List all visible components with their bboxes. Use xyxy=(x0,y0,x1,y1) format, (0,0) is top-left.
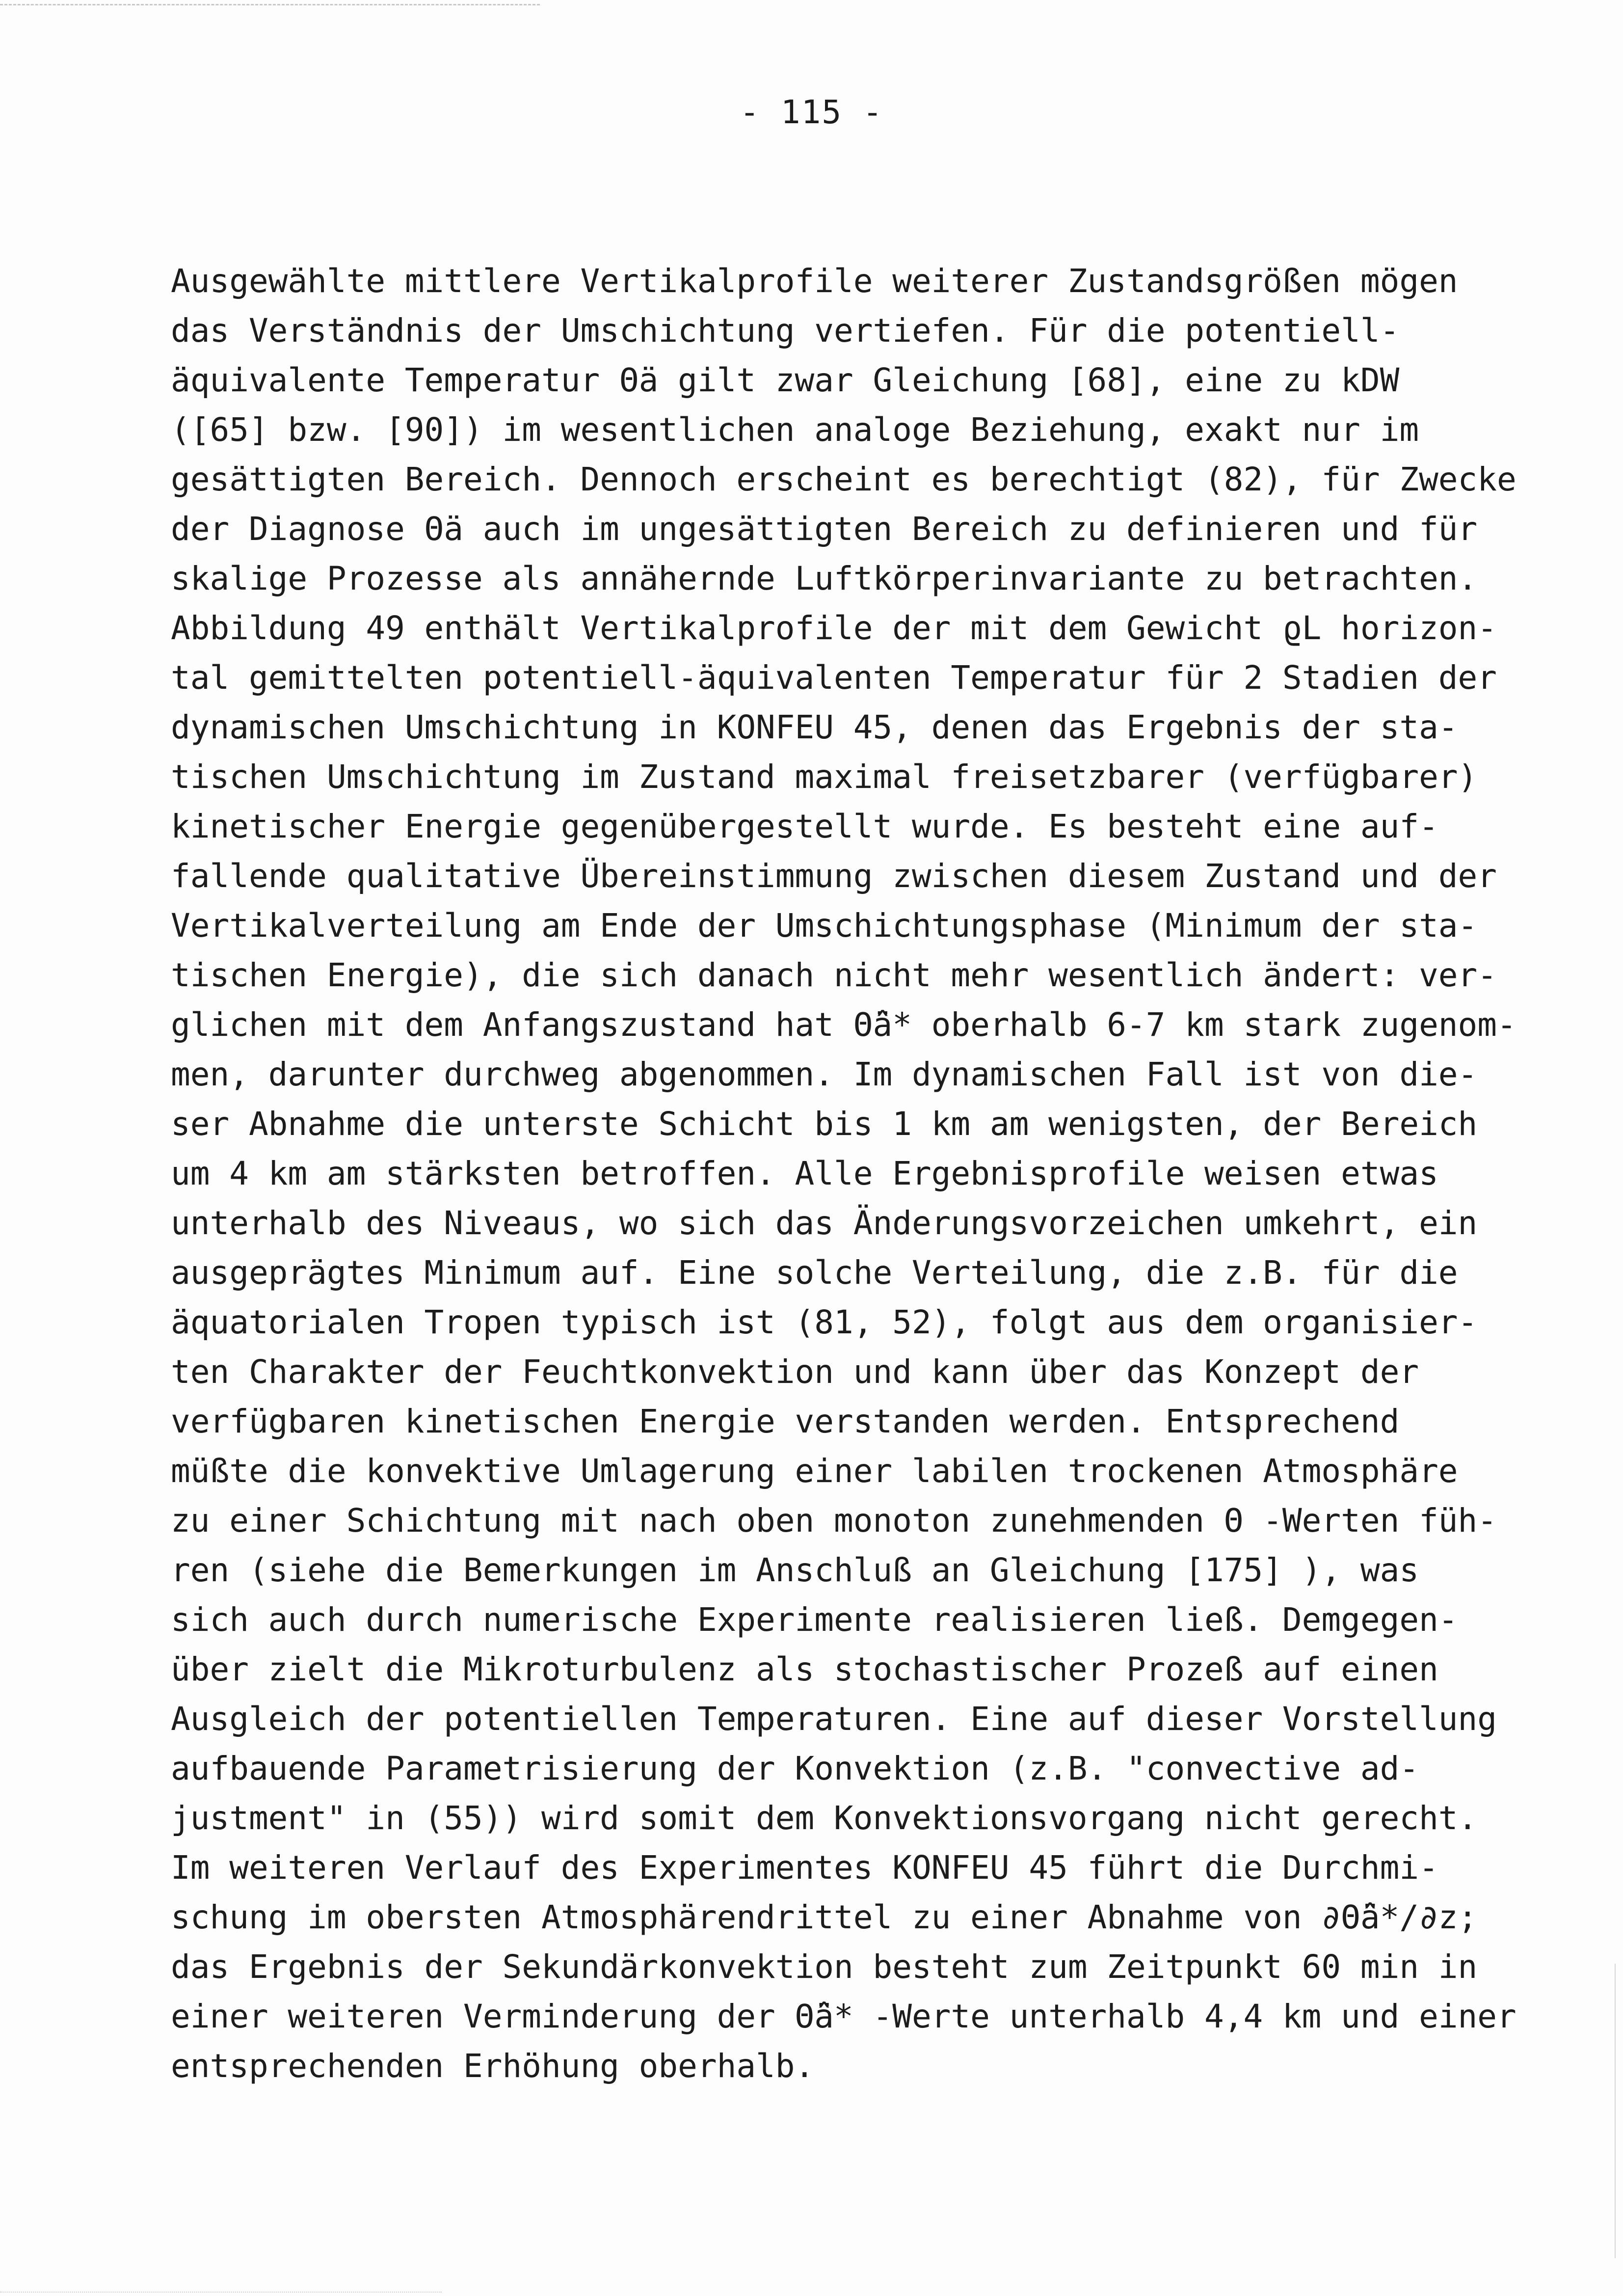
text-line: über zielt die Mikroturbulenz als stochastischer Prozeß auf einen xyxy=(171,1650,1438,1688)
text-line: sich auch durch numerische Experimente realisieren ließ. Demgegen- xyxy=(171,1601,1458,1639)
text-line: dynamischen Umschichtung in KONFEU 45, denen das Ergebnis der sta- xyxy=(171,708,1458,746)
text-line: der Diagnose Θä auch im ungesättigten Bereich zu definieren und für xyxy=(171,510,1478,548)
text-line: ([65] bzw. [90]) im wesentlichen analoge Beziehung, exakt nur im xyxy=(171,411,1419,449)
text-line: Ausgleich der potentiellen Temperaturen. Eine auf dieser Vorstellung xyxy=(171,1700,1497,1738)
text-line: ser Abnahme die unterste Schicht bis 1 km am wenigsten, der Bereich xyxy=(171,1105,1478,1143)
text-line: entsprechenden Erhöhung oberhalb. xyxy=(171,2047,815,2085)
page-number: - 115 - xyxy=(740,93,883,131)
text-line: aufbauende Parametrisierung der Konvektion (z.B. "convective ad- xyxy=(171,1750,1419,1787)
text-line: äquivalente Temperatur Θä gilt zwar Gleichung [68], eine zu kDW xyxy=(171,361,1400,399)
text-line: schung im obersten Atmosphärendrittel zu einer Abnahme von ∂Θ̂ä*/∂z; xyxy=(171,1898,1478,1936)
text-line: Abbildung 49 enthält Vertikalprofile der mit dem Gewicht ϱL horizon- xyxy=(171,609,1497,647)
text-line: kinetischer Energie gegenübergestellt wurde. Es besteht eine auf- xyxy=(171,808,1438,845)
text-line: äquatorialen Tropen typisch ist (81, 52), folgt aus dem organisier- xyxy=(171,1303,1478,1341)
text-line: ren (siehe die Bemerkungen im Anschluß an Gleichung [175] ), was xyxy=(171,1551,1419,1589)
text-line: Ausgewählte mittlere Vertikalprofile weiterer Zustandsgrößen mögen xyxy=(171,262,1458,300)
text-line: das Verständnis der Umschichtung vertiefen. Für die potentiell- xyxy=(171,312,1400,350)
text-line: zu einer Schichtung mit nach oben monoton zunehmenden Θ -Werten füh- xyxy=(171,1502,1497,1540)
text-line: fallende qualitative Übereinstimmung zwischen diesem Zustand und der xyxy=(171,857,1497,895)
text-line: tischen Umschichtung im Zustand maximal freisetzbarer (verfügbarer) xyxy=(171,758,1478,796)
text-line: Im weiteren Verlauf des Experimentes KONFEU 45 führt die Durchmi- xyxy=(171,1849,1438,1887)
text-line: tischen Energie), die sich danach nicht mehr wesentlich ändert: ver- xyxy=(171,956,1497,994)
text-line: ten Charakter der Feuchtkonvektion und kann über das Konzept der xyxy=(171,1353,1419,1391)
text-line: tal gemittelten potentiell-äquivalenten Temperatur für 2 Stadien der xyxy=(171,659,1497,697)
text-line: müßte die konvektive Umlagerung einer labilen trockenen Atmosphäre xyxy=(171,1452,1458,1490)
text-line: men, darunter durchweg abgenommen. Im dynamischen Fall ist von die- xyxy=(171,1055,1478,1093)
text-line: unterhalb des Niveaus, wo sich das Änderungsvorzeichen umkehrt, ein xyxy=(171,1204,1478,1242)
text-line: verfügbaren kinetischen Energie verstanden werden. Entsprechend xyxy=(171,1403,1400,1440)
text-line: glichen mit dem Anfangszustand hat Θ̂ä* oberhalb 6-7 km stark zugenom- xyxy=(171,1006,1517,1044)
body-paragraph xyxy=(171,256,1545,2091)
text-line: skalige Prozesse als annähernde Luftkörperinvariante zu betrachten. xyxy=(171,560,1478,597)
top-edge-rule xyxy=(0,4,540,5)
text-line: um 4 km am stärksten betroffen. Alle Ergebnisprofile weisen etwas xyxy=(171,1155,1438,1192)
text-line: einer weiteren Verminderung der Θ̂ä* -Werte unterhalb 4,4 km und einer xyxy=(171,1998,1517,2035)
text-line: Vertikalverteilung am Ende der Umschichtungsphase (Minimum der sta- xyxy=(171,907,1478,945)
text-line: justment" in (55)) wird somit dem Konvektionsvorgang nicht gerecht. xyxy=(171,1799,1478,1837)
text-line: das Ergebnis der Sekundärkonvektion besteht zum Zeitpunkt 60 min in xyxy=(171,1948,1478,1986)
text-line: gesättigten Bereich. Dennoch erscheint es berechtigt (82), für Zwecke xyxy=(171,460,1517,498)
scan-margin-mark xyxy=(1615,1964,1616,2258)
text-line: ausgeprägtes Minimum auf. Eine solche Verteilung, die z.B. für die xyxy=(171,1254,1458,1292)
bottom-edge-rule xyxy=(0,2292,442,2293)
